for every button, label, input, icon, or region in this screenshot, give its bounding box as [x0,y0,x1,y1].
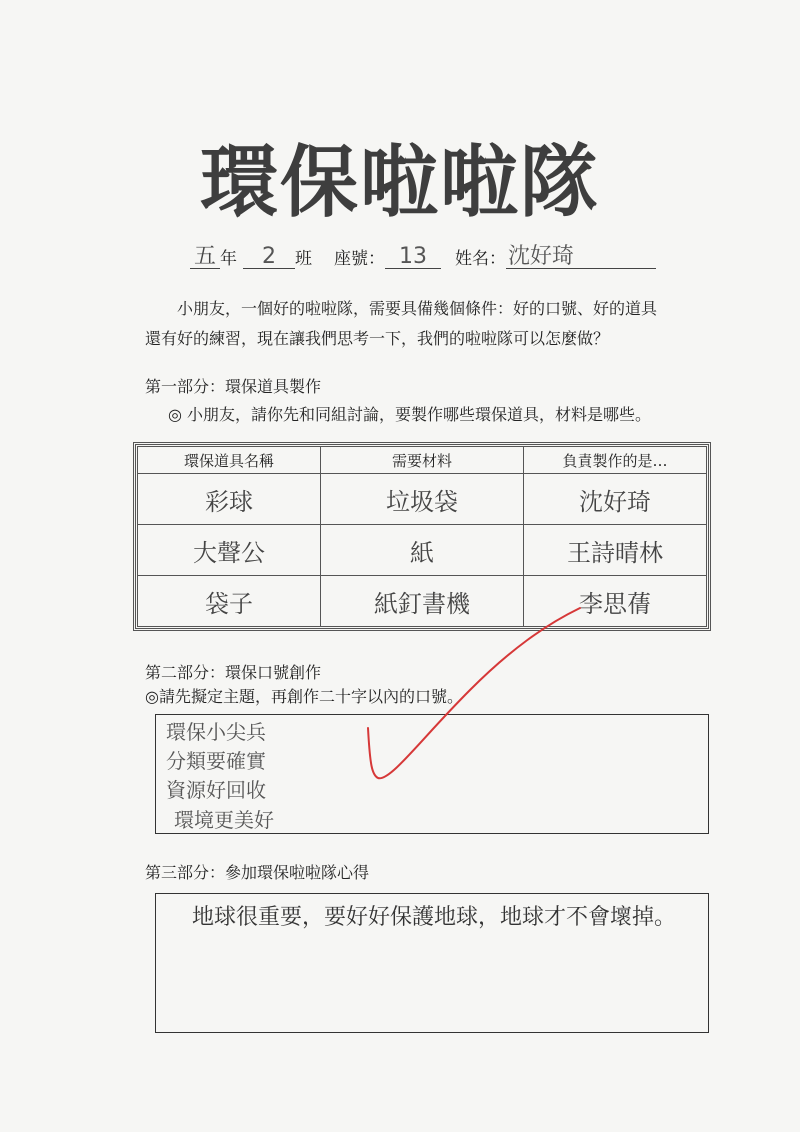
table-cell: 紙 [321,525,524,576]
table-cell: 垃圾袋 [321,474,524,525]
table-header: 需要材料 [321,447,524,474]
part1-title: 第一部分：環保道具製作 [145,377,322,396]
slogan-line: 資源好回收 [166,778,266,802]
name-value: 沈好琦 [506,246,656,269]
table-cell: 彩球 [138,474,321,525]
reflection-text: 地球很重要，要好好保護地球，地球才不會壞掉。 [192,905,677,930]
table-cell: 紙釘書機 [321,576,524,627]
intro-line-2: 還有好的練習，現在讓我們思考一下，我們的啦啦隊可以怎麼做？ [145,329,610,348]
table-cell: 沈好琦 [524,474,707,525]
check-mark-stroke [368,608,580,778]
name-label: 姓名： [455,249,506,269]
grade-value: 五 [190,246,220,269]
slogan-line: 環境更美好 [174,808,274,832]
part3-title: 第三部分：參加環保啦啦隊心得 [145,863,370,882]
intro-line-1: 小朋友，一個好的啦啦隊，需要具備幾個條件：好的口號、好的道具 [177,299,658,318]
part2-title: 第二部分：環保口號創作 [145,663,322,682]
table-header: 負責製作的是… [524,447,707,474]
seat-label: 座號： [334,249,385,269]
seat-value: 13 [385,246,441,269]
class-value: 2 [243,246,295,269]
slogan-line: 分類要確實 [166,749,266,773]
worksheet-title: 環保啦啦隊 [199,137,600,228]
part2-description: ◎請先擬定主題，再創作二十字以內的口號。 [145,687,463,706]
table-cell: 袋子 [138,576,321,627]
slogan-line: 環保小尖兵 [166,720,266,744]
table-cell: 王詩晴林 [524,525,707,576]
class-label: 班 [295,249,312,269]
part1-description: ◎ 小朋友，請你先和同組討論，要製作哪些環保道具，材料是哪些。 [168,405,652,424]
grade-label: 年 [220,249,237,269]
table-cell: 李思蒨 [524,576,707,627]
table-cell: 大聲公 [138,525,321,576]
table-header: 環保道具名稱 [138,447,321,474]
